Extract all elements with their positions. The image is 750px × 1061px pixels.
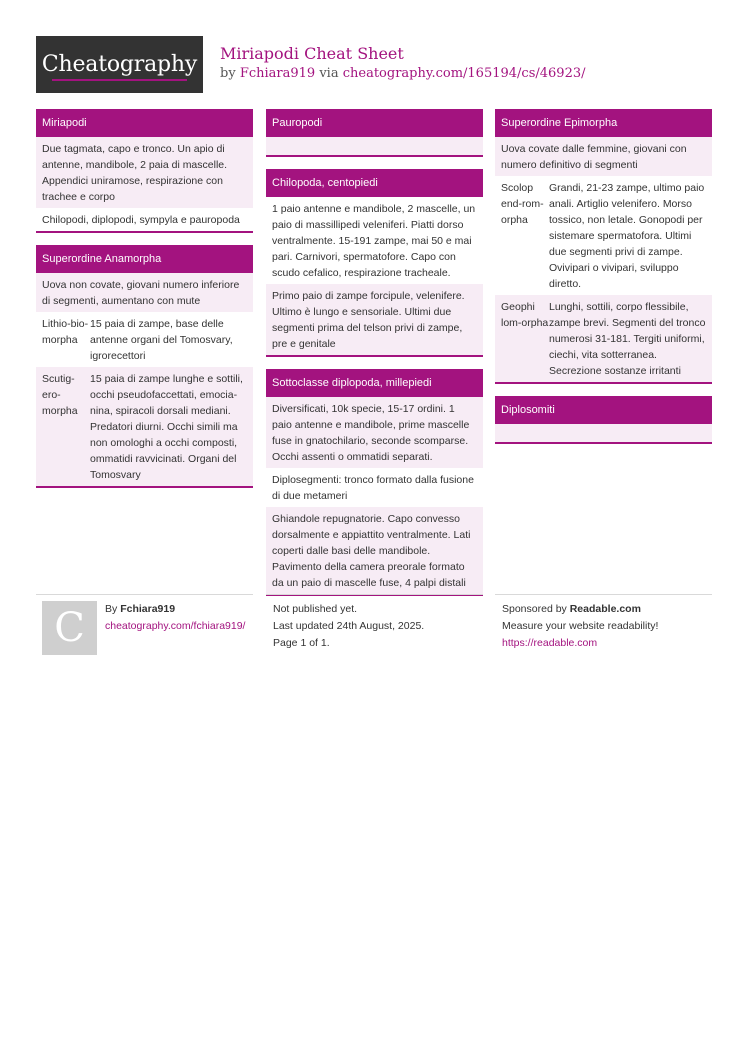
row-key: Lithio-bio-morpha xyxy=(42,318,89,346)
column-3 xyxy=(495,109,712,456)
row-key: Geophi lom-orpha xyxy=(501,301,549,329)
section-epimorpha xyxy=(495,109,712,384)
footer-divider xyxy=(266,594,483,595)
section-row xyxy=(495,295,712,382)
section-row-empty xyxy=(266,137,483,155)
section-header: Superordine Anamorpha xyxy=(36,245,253,273)
sponsor-link[interactable]: https://readable.com xyxy=(502,637,598,649)
section-pauropodi xyxy=(266,109,483,157)
section-row: Ghiandole repugnatorie. Capo convesso dorsalmente e appiattito ventralmente. Lati coperti dalle basi delle mandibole. Pavimento della camera preorale formato da un paio di mascelle fuse, 4 palpi distali xyxy=(266,507,483,594)
section-header: Miriapodi xyxy=(36,109,253,137)
sponsor-tagline: Measure your website readability! xyxy=(502,620,659,632)
row-value: 15 paia di zampe lunghe e sottili, occhi pseudofaccettati, emocia-nina, spiracoli dorsali mediani. Predatori diurni. Occhi simili ma non omologhi a occhi composti, ommatidi ravvicinati. Organi del Tomosvary xyxy=(90,373,243,481)
column-2 xyxy=(266,109,483,608)
section-anamorpha xyxy=(36,245,253,488)
row-value: Lunghi, sottili, corpo flessibile, zampe brevi. Segmenti del tronco numerosi 31-181. Tergiti uniformi, ciechi, vita sotterranea. Secrezione sostanze irritanti xyxy=(549,301,706,377)
section-row xyxy=(36,312,253,367)
footer-by: By xyxy=(105,603,118,615)
row-key: Scutig-ero-morpha xyxy=(42,373,78,417)
section-chilopoda xyxy=(266,169,483,357)
section-row: Diversificati, 10k specie, 15-17 ordini. 1 paio antenne e mandibole, prime mascelle fuse in gnatochilario, seconde scomparse. Occhi assenti o ommatidi separati. xyxy=(266,397,483,468)
section-header: Diplosomiti xyxy=(495,396,712,424)
row-value: 15 paia di zampe, base delle antenne organi del Tomosvary, igrorecettori xyxy=(90,318,233,362)
section-row: Uova non covate, giovani numero inferiore di segmenti, aumentano con mute xyxy=(36,273,253,312)
section-row: Primo paio di zampe forcipule, velenifere. Ultimo è lungo e sensoriale. Ultimi due segmenti prima del telson privi di zampe, pre e genitale xyxy=(266,284,483,355)
row-key: Scolop end-rom-orpha xyxy=(501,182,544,226)
sheet-url-link[interactable]: cheatography.com/165194/cs/46923/ xyxy=(342,66,586,81)
sponsor-name: Readable.com xyxy=(569,603,641,615)
cheatography-logo[interactable] xyxy=(36,36,203,93)
section-row: Due tagmata, capo e tronco. Un apio di antenne, mandibole, 2 paia di mascelle. Appendici uniramose, respirazione con trachee e corpo xyxy=(36,137,253,208)
column-1 xyxy=(36,109,253,500)
section-row-empty xyxy=(495,424,712,442)
last-updated: Last updated 24th August, 2025. xyxy=(273,620,425,632)
section-row: 1 paio antenne e mandibole, 2 mascelle, un paio di massillipedi veleniferi. Piatti dorso ventralmente. 15-191 zampe, mai 50 e mai pari. Carnivori, spermatofore. Capo con scudo cefalico, respirazione tracheale. xyxy=(266,197,483,284)
footer-author-name: Fchiara919 xyxy=(120,603,176,615)
byline xyxy=(220,64,586,84)
footer-divider xyxy=(495,594,712,595)
byline-by: by xyxy=(220,66,236,81)
avatar[interactable] xyxy=(42,601,97,655)
footer-author xyxy=(105,601,245,635)
footer-sponsor xyxy=(502,601,658,652)
footer-author-link[interactable]: cheatography.com/fchiara919/ xyxy=(105,620,246,632)
section-header: Pauropodi xyxy=(266,109,483,137)
section-header: Sottoclasse diplopoda, millepiedi xyxy=(266,369,483,397)
section-row xyxy=(36,367,253,486)
section-row: Diplosegmenti: tronco formato dalla fusione di due metameri xyxy=(266,468,483,507)
author-link[interactable]: Fchiara919 xyxy=(239,66,316,81)
sponsored-by: Sponsored by xyxy=(502,603,567,615)
sheet-title: Miriapodi Cheat Sheet xyxy=(220,44,404,63)
section-diplosomiti xyxy=(495,396,712,444)
footer-divider xyxy=(36,594,253,595)
published-status: Not published yet. xyxy=(273,603,358,615)
page-number: Page 1 of 1. xyxy=(273,637,330,649)
byline-via: via xyxy=(319,66,339,81)
section-row xyxy=(495,176,712,295)
row-value: Grandi, 21-23 zampe, ultimo paio anali. Artiglio velenifero. Morso tossico, non letale. Gonopodi per sistemare spermatofora. Ultimi due segmenti privi di zampe. Ovivipari o vivipari, sviluppo diretto. xyxy=(549,182,705,290)
section-header: Chilopoda, centopiedi xyxy=(266,169,483,197)
section-row: Chilopodi, diplopodi, sympyla e pauropoda xyxy=(36,208,253,231)
logo-text: Cheatography xyxy=(41,52,198,77)
section-header: Superordine Epimorpha xyxy=(495,109,712,137)
title-block xyxy=(220,44,586,84)
footer-status xyxy=(273,601,424,652)
section-row: Uova covate dalle femmine, giovani con numero definitivo di segmenti xyxy=(495,137,712,176)
section-diplopoda xyxy=(266,369,483,596)
avatar-letter: C xyxy=(54,605,85,651)
section-miriapodi xyxy=(36,109,253,233)
